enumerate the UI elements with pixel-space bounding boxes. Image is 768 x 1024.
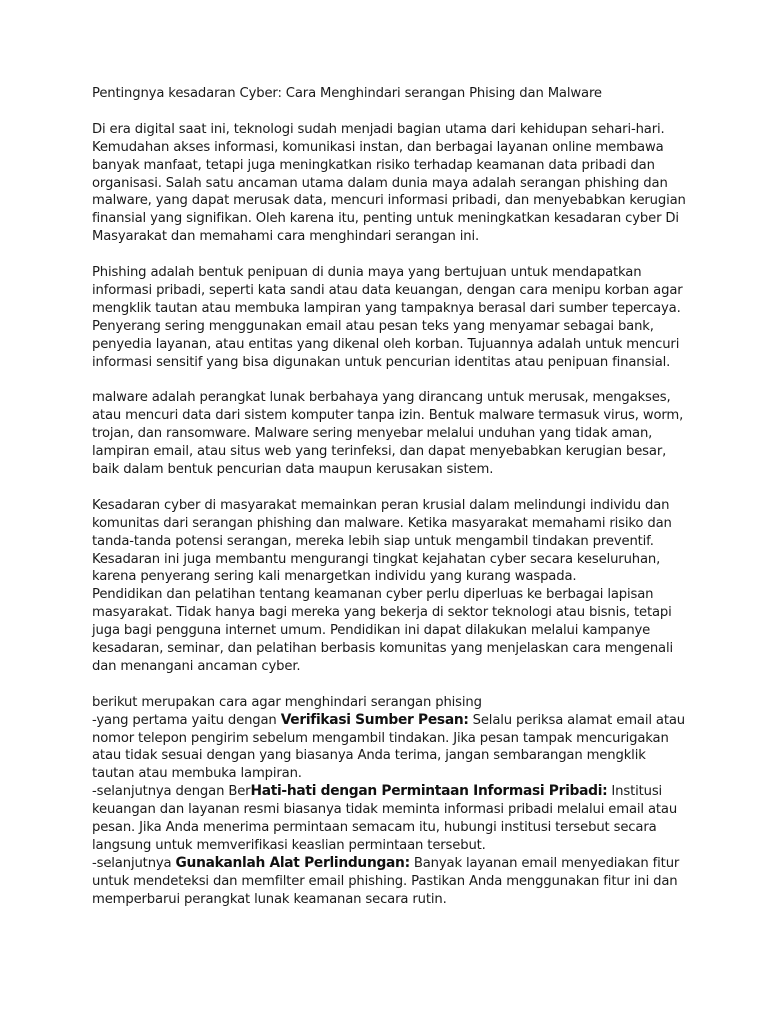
paragraph-awareness: Kesadaran cyber di masyarakat memainkan peran krusial dalam melindungi individu dan komunitas dari serangan phishing dan malware. Ketika masyarakat memahami risiko dan tanda-tanda potensi serangan, mereka lebih siap untuk mengambil tindakan preventif. Kesadaran ini juga membantu mengurangi tingkat kejahatan cyber secara keseluruhan, karena penyerang sering kali menargetkan individu yang kurang waspada. [92, 497, 672, 585]
tip-body: Institusi keuangan dan layanan resmi biasanya tidak meminta informasi pribadi melalui email atau pesan. Jika Anda menerima permintaan semacam itu, hubungi institusi tersebut secara langsung untuk memverifikasi keaslian permintaan tersebut. [92, 784, 678, 853]
tip-heading: Gunakanlah Alat Perlindungan: [175, 854, 410, 871]
tip-heading: Hati-hati dengan Permintaan Informasi Pribadi: [250, 783, 608, 800]
tips-intro: berikut merupakan cara agar menghindari serangan phising [92, 694, 482, 710]
tip-prefix: -yang pertama yaitu dengan [92, 712, 281, 728]
paragraph-phishing: Phishing adalah bentuk penipuan di dunia maya yang bertujuan untuk mendapatkan informasi pribadi, seperti kata sandi atau data keuangan, dengan cara menipu korban agar mengklik tautan atau membuka lampiran yang tampaknya berasal dari sumber tepercaya. Penyerang sering menggunakan email atau pesan teks yang menyamar sebagai bank, penyedia layanan, atau entitas yang dikenal oleh korban. Tujuannya adalah untuk mencuri informasi sensitif yang bisa digunakan untuk pencurian identitas atau penipuan finansial. [92, 265, 683, 370]
paragraph-intro: Di era digital saat ini, teknologi sudah menjadi bagian utama dari kehidupan sehari-hari. Kemudahan akses informasi, komunikasi instan, dan berbagai layanan online membawa banyak manfaat, tetapi juga meningkatkan risiko terhadap keamanan data pribadi dan organisasi. Salah satu ancaman utama dalam dunia maya adalah serangan phishing dan malware, yang dapat merusak data, mencuri informasi pribadi, dan menyebabkan kerugian finansial yang signifikan. Oleh karena itu, penting untuk meningkatkan kesadaran cyber Di Masyarakat dan memahami cara menghindari serangan ini. [92, 121, 686, 245]
tip-item-careful [92, 783, 692, 855]
tip-heading: Verifikasi Sumber Pesan: [280, 711, 469, 728]
tip-prefix: -selanjutnya [92, 855, 176, 871]
tip-prefix: -selanjutnya dengan Ber [92, 784, 251, 800]
paragraph-education: Pendidikan dan pelatihan tentang keamanan cyber perlu diperluas ke berbagai lapisan masyarakat. Tidak hanya bagi mereka yang bekerja di sektor teknologi atau bisnis, tetapi juga bagi pengguna internet umum. Pendidikan ini dapat dilakukan melalui kampanye kesadaran, seminar, dan pelatihan berbasis komunitas yang menjelaskan cara mengenali dan menangani ancaman cyber. [92, 587, 674, 674]
tip-item-verify [92, 712, 692, 784]
tip-body: Selalu periksa alamat email atau nomor telepon pengirim sebelum mengambil tindakan. Jika pesan tampak mencurigakan atau tidak sesuai dengan yang biasanya Anda terima, jangan sembarangan mengklik tautan atau membuka lampiran. [92, 712, 685, 782]
tip-body: Banyak layanan email menyediakan fitur untuk mendeteksi dan memfilter email phishing. Pastikan Anda menggunakan fitur ini dan memperbarui perangkat lunak keamanan secara rutin. [92, 855, 680, 907]
paragraph-malware: malware adalah perangkat lunak berbahaya yang dirancang untuk merusak, mengakses, atau mencuri data dari sistem komputer tanpa izin. Bentuk malware termasuk virus, worm, trojan, dan ransomware. Malware sering menyebar melalui unduhan yang tidak aman, lampiran email, atau situs web yang terinfeksi, dan dapat menyebabkan kerugian besar, baik dalam bentuk pencurian data maupun kerusakan sistem. [92, 390, 684, 477]
document-page [92, 85, 692, 909]
tip-item-tools [92, 855, 692, 909]
document-title: Pentingnya kesadaran Cyber: Cara Menghindari serangan Phising dan Malware [92, 86, 602, 101]
